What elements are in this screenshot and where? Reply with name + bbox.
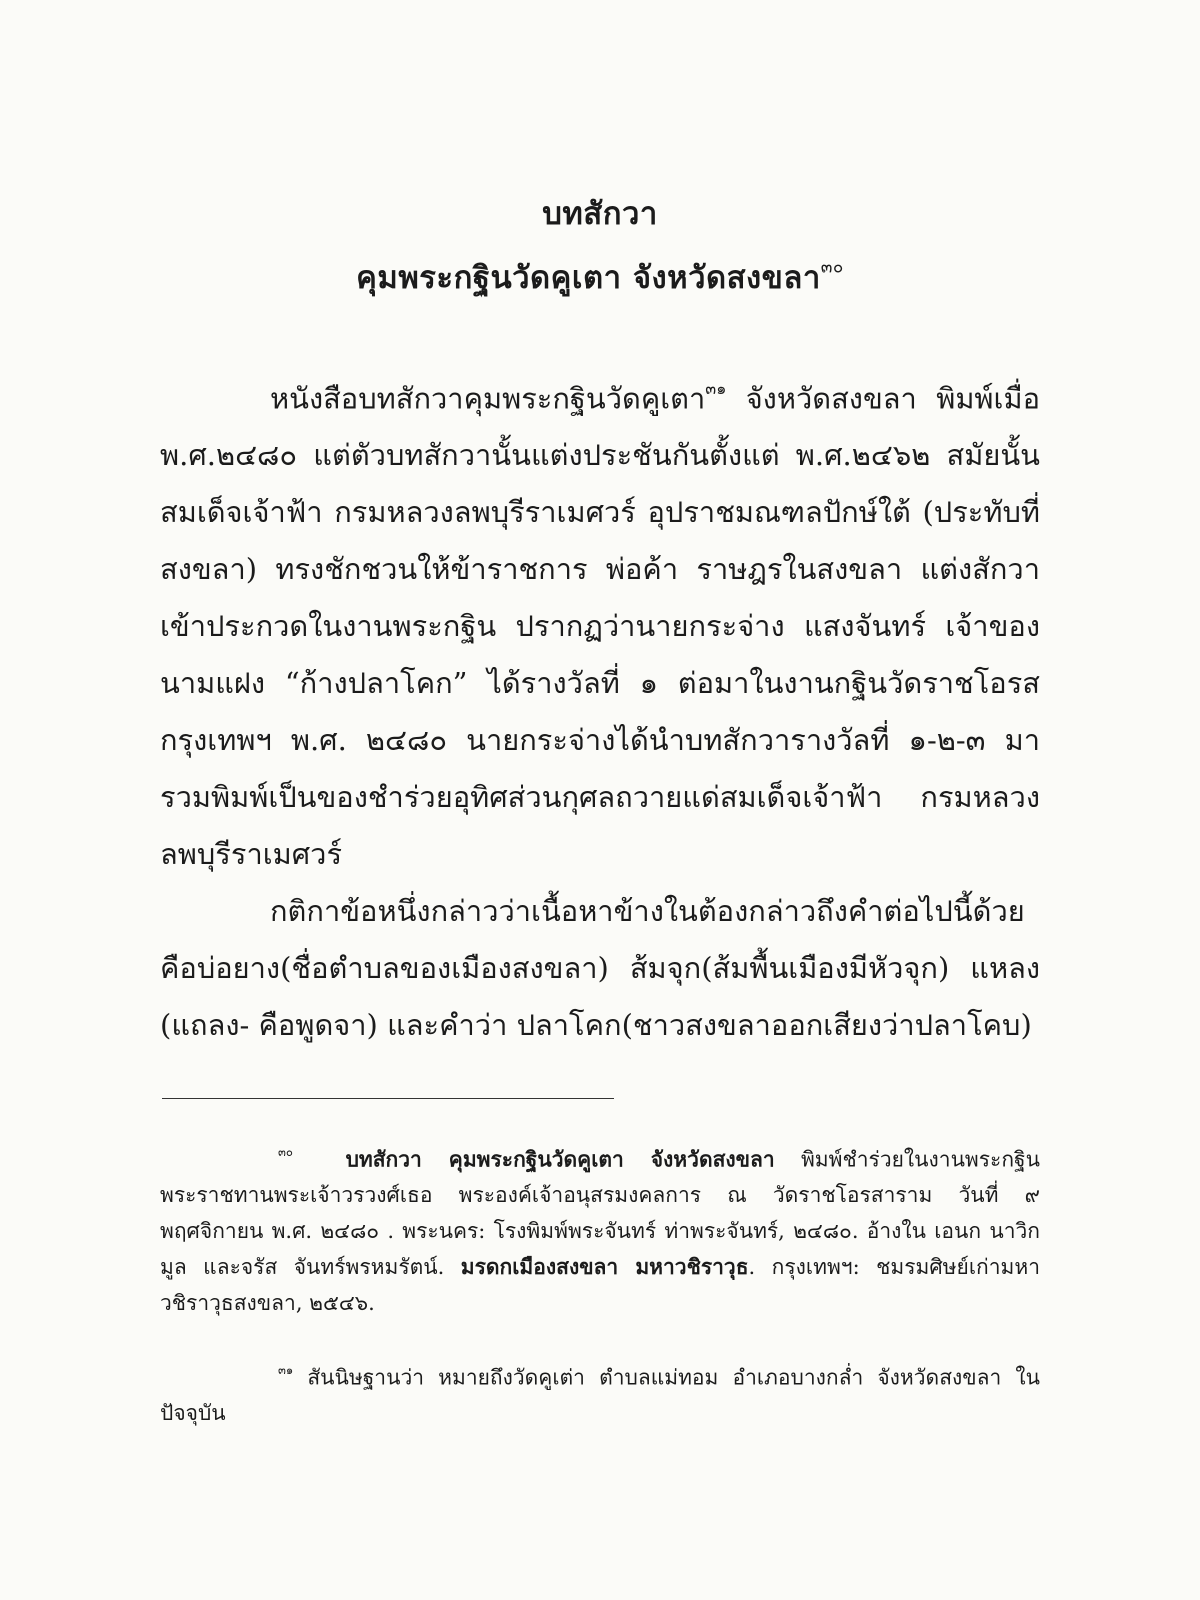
title-line-1: บทสักวา — [542, 196, 658, 232]
footnote-30-title: บทสักวา คุมพระกฐินวัดคูเตา จังหวัดสงขลา — [345, 1146, 775, 1172]
footnote-31-text: สันนิษฐานว่า หมายถึงวัดคูเต่า ตำบลแม่ทอม อำเภอบางกล่ำ จังหวัดสงขลา ในปัจจุบัน — [160, 1365, 1040, 1426]
body-text — [160, 360, 1040, 1054]
footnote-30-number: ๓๐ — [278, 1145, 293, 1159]
footnote-30-source-title: มรดกเมืองสงขลา มหาวชิราวุธ — [460, 1254, 749, 1280]
footnote-ref-30[interactable]: ๓๐ — [820, 257, 844, 278]
footnote-31 — [160, 1352, 1040, 1431]
paragraph-2: กติกาข้อหนึ่งกล่าวว่าเนื้อหาข้างในต้องกล่าวถึงคำต่อไปนี้ด้วย คือบ่อยาง(ชื่อตำบลของเมืองสงขลา) ส้มจุก(ส้มพื้นเมืองมีหัวจุก) แหลง (แถลง- คือพูดจา) และคำว่า ปลาโคก(ชาวสงขลาออกเสียงว่าปลาโคบ) — [160, 894, 1040, 1043]
footnote-30 — [160, 1134, 1040, 1321]
page-subtitle — [160, 252, 1040, 302]
paragraph-1-rest: จังหวัดสงขลา พิมพ์เมื่อ พ.ศ.๒๔๘๐ แต่ตัวบทสักวานั้นแต่งประชันกันตั้งแต่ พ.ศ.๒๔๖๒ สมัยนั้นสมเด็จเจ้าฟ้า กรมหลวงลพบุรีราเมศวร์ อุปราชมณฑลปักษ์ใต้ (ประทับที่สงขลา) ทรงชักชวนให้ข้าราชการ พ่อค้า ราษฎรในสงขลา แต่งสักวาเข้าประกวดในงานพระกฐิน ปรากฏว่านายกระจ่าง แสงจันทร์ เจ้าของนามแฝง “ก้างปลาโคก” ได้รางวัลที่ ๑ ต่อมาในงานกฐินวัดราชโอรส กรุงเทพฯ พ.ศ. ๒๔๘๐ นายกระจ่างได้นำบทสักวารางวัลที่ ๑-๒-๓ มารวมพิมพ์เป็นของชำร่วยอุทิศส่วนกุศลถวายแด่สมเด็จเจ้าฟ้า กรมหลวงลพบุรีราเมศวร์ — [160, 381, 1040, 872]
footnote-31-number: ๓๑ — [278, 1363, 294, 1377]
title-line-2: คุมพระกฐินวัดคูเตา จังหวัดสงขลา — [356, 260, 821, 296]
footnote-ref-31[interactable]: ๓๑ — [705, 379, 727, 398]
footnote-30-publisher: . กรุงเทพฯ: ชมรมศิษย์เก่ามหาวชิราวุธสงขลา, ๒๕๔๖. — [160, 1255, 1040, 1316]
paragraph-1 — [160, 360, 1040, 883]
page-title — [160, 188, 1040, 238]
paragraph-1-start: หนังสือบทสักวาคุมพระกฐินวัดคูเตา — [270, 381, 706, 416]
footnote-divider — [162, 1098, 614, 1099]
footnote-30-text: พิมพ์ชำร่วยในงานพระกฐินพระราชทานพระเจ้าวรวงศ์เธอ พระองค์เจ้าอนุสรมงคลการ ณ วัดราชโอรสาราม วันที่ ๙ พฤศจิกายน พ.ศ. ๒๔๘๐ . พระนคร: โรงพิมพ์พระจันทร์ ท่าพระจันทร์, ๒๔๘๐. อ้างใน เอนก นาวิกมูล และจรัส จันทร์พรหมรัตน์. — [160, 1147, 1040, 1280]
